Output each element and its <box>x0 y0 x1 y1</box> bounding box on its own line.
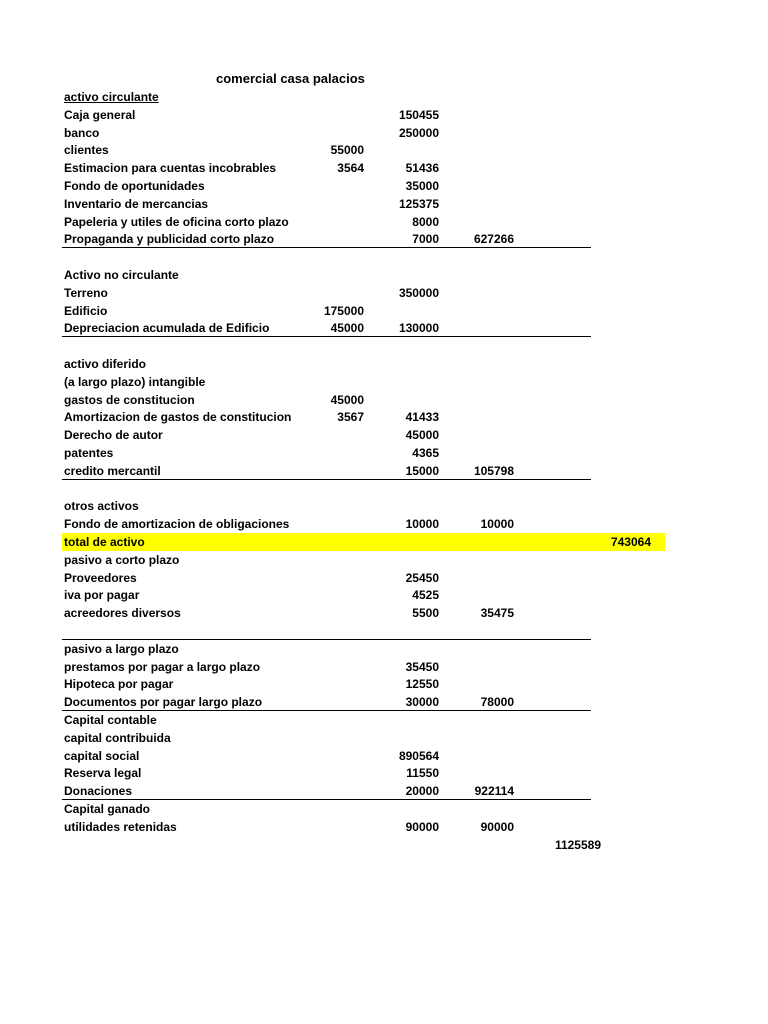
account-row <box>62 569 591 587</box>
account-label: Reserva legal <box>64 766 142 781</box>
account-row <box>62 391 591 409</box>
amount-c2: 12550 <box>405 677 439 692</box>
account-label: Estimacion para cuentas incobrables <box>64 161 277 176</box>
account-row <box>62 373 591 391</box>
amount-c1: 45000 <box>330 321 364 336</box>
account-label: Hipoteca por pagar <box>64 677 174 692</box>
account-row <box>62 319 591 337</box>
account-row <box>62 711 591 729</box>
account-label: pasivo a largo plazo <box>64 641 179 656</box>
account-row <box>62 177 591 195</box>
account-row <box>62 497 591 515</box>
account-row <box>62 159 591 177</box>
account-row <box>62 213 591 231</box>
account-label: Fondo de oportunidades <box>64 179 205 193</box>
account-row <box>62 818 591 836</box>
account-label: iva por pagar <box>64 588 140 603</box>
account-row <box>62 782 591 800</box>
account-row <box>62 800 591 818</box>
amount-c3: 90000 <box>480 819 514 834</box>
account-row <box>62 747 591 765</box>
account-label: credito mercantil <box>64 463 161 478</box>
amount-c2: 11550 <box>406 766 439 781</box>
amount-c1: 3564 <box>337 161 364 176</box>
account-label: Depreciacion acumulada de Edificio <box>64 321 270 336</box>
amount-c2: 350000 <box>398 285 439 300</box>
sheet-title: comercial casa palacios <box>216 71 365 86</box>
account-row <box>62 355 591 373</box>
account-label: Amortizacion de gastos de constitucion <box>64 410 292 425</box>
amount-c2: 7000 <box>412 232 439 247</box>
account-row <box>62 248 591 266</box>
amount-c2: 30000 <box>405 695 439 710</box>
amount-c2: 130000 <box>398 321 439 336</box>
amount-c3: 105798 <box>473 463 514 478</box>
amount-c2: 45000 <box>405 428 439 443</box>
account-row <box>62 426 591 444</box>
account-row <box>62 658 591 676</box>
amount-c1: 55000 <box>330 143 364 158</box>
amount-c3: 35475 <box>480 606 514 621</box>
account-row <box>62 764 591 782</box>
account-label: Capital contable <box>64 713 157 727</box>
amount-c2: 4525 <box>412 588 439 603</box>
account-label: patentes <box>64 446 114 460</box>
account-label: acreedores diversos <box>64 606 181 621</box>
amount-c3: 922114 <box>474 784 514 799</box>
account-label: utilidades retenidas <box>64 819 177 834</box>
amount-c2: 41433 <box>405 410 439 425</box>
account-label: Proveedores <box>64 570 137 585</box>
amount-c2: 25450 <box>405 570 439 585</box>
account-row <box>62 480 591 498</box>
account-label: (a largo plazo) intangible <box>64 374 206 389</box>
account-row <box>62 729 591 747</box>
account-label: pasivo a corto plazo <box>64 552 180 567</box>
account-label: Donaciones <box>64 784 133 799</box>
account-row <box>62 836 601 854</box>
amount-c1: 45000 <box>330 392 364 407</box>
account-label: gastos de constitucion <box>64 392 195 407</box>
account-label: total de activo <box>64 535 145 549</box>
amount-c3: 627266 <box>473 232 514 247</box>
account-row <box>62 622 591 640</box>
account-label: Derecho de autor <box>64 428 163 443</box>
amount-c2: 5500 <box>412 606 439 621</box>
account-row <box>62 302 591 320</box>
amount-c2: 35000 <box>405 179 439 193</box>
account-label: Documentos por pagar largo plazo <box>64 695 263 710</box>
account-row <box>62 604 591 622</box>
amount-c2: 250000 <box>398 125 439 140</box>
account-row <box>62 124 591 142</box>
account-label: activo circulante <box>64 90 159 104</box>
account-label: Edificio <box>64 303 108 318</box>
account-row <box>62 88 591 106</box>
account-label: Inventario de mercancias <box>64 196 209 211</box>
amount-c2: 15000 <box>405 463 439 478</box>
account-label: otros activos <box>64 499 139 514</box>
account-label: Fondo de amortizacion de obligaciones <box>64 517 290 532</box>
amount-c2: 20000 <box>405 784 439 799</box>
account-row <box>62 106 591 124</box>
account-label: Capital ganado <box>64 802 151 816</box>
account-row <box>62 141 591 159</box>
account-label: Activo no circulante <box>64 268 179 282</box>
account-row <box>62 551 591 569</box>
account-row <box>62 462 591 480</box>
amount-c1: 175000 <box>323 303 364 318</box>
total-row <box>62 533 665 551</box>
account-label: Papeleria y utiles de oficina corto plazo <box>64 214 289 229</box>
account-row <box>62 266 591 284</box>
account-label: activo diferido <box>64 357 147 371</box>
account-row <box>62 408 591 426</box>
account-label: Caja general <box>64 107 136 122</box>
amount-c2: 4365 <box>412 446 439 460</box>
account-row <box>62 444 591 462</box>
account-label: clientes <box>64 143 109 158</box>
amount-c2: 35450 <box>405 659 439 674</box>
account-label: banco <box>64 125 100 140</box>
amount-c2: 8000 <box>412 214 439 229</box>
amount-c4: 743064 <box>610 535 651 549</box>
account-row <box>62 515 591 533</box>
amount-c2: 51436 <box>405 161 439 176</box>
amount-c2: 150455 <box>398 107 439 122</box>
account-row <box>62 586 591 604</box>
amount-c1: 3567 <box>337 410 364 425</box>
account-row <box>62 195 591 213</box>
account-row <box>62 675 591 693</box>
account-label: prestamos por pagar a largo plazo <box>64 659 261 674</box>
amount-c3: 10000 <box>480 517 514 532</box>
amount-c4: 1125589 <box>554 837 601 852</box>
account-row <box>62 230 591 248</box>
account-label: Terreno <box>64 285 108 300</box>
amount-c2: 90000 <box>405 819 439 834</box>
account-label: capital social <box>64 748 140 763</box>
account-row <box>62 693 591 711</box>
account-row <box>62 337 591 355</box>
amount-c2: 10000 <box>405 517 439 532</box>
account-row <box>62 284 591 302</box>
amount-c2: 890564 <box>398 748 439 763</box>
account-label: capital contribuida <box>64 730 171 745</box>
amount-c2: 125375 <box>398 196 439 211</box>
account-row <box>62 640 591 658</box>
account-label: Propaganda y publicidad corto plazo <box>64 232 275 247</box>
amount-c3: 78000 <box>480 695 514 710</box>
